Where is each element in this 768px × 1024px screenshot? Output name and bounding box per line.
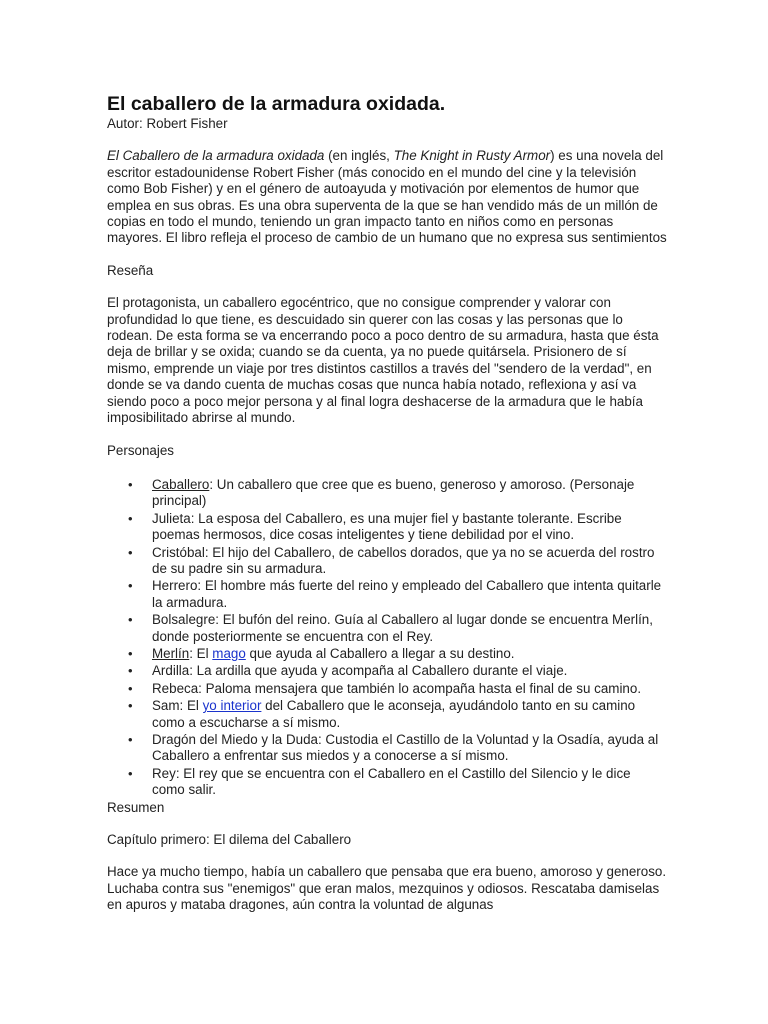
list-item-rebeca (152, 681, 667, 697)
document-title: El caballero de la armadura oxidada. (107, 93, 446, 115)
herrero-text: Herrero: El hombre más fuerte del reino y empleado del Caballero que intenta quitarle la armadura. (152, 578, 662, 610)
yo-interior-link[interactable]: yo interior (202, 698, 262, 714)
author-line: Autor: Robert Fisher (107, 116, 228, 131)
list-item-bolsalegre (152, 612, 667, 645)
julieta-text: Julieta: La esposa del Caballero, es una mujer fiel y bastante tolerante. Escribe poemas hermosos, dice cosas inteligentes y tiene debilidad por el vino. (152, 510, 622, 543)
chapter-heading: Capítulo primero: El dilema del Caballero (107, 832, 352, 848)
merlin-text: que ayuda al Caballero a llegar a su destino. (245, 645, 515, 661)
merlin-term[interactable]: Merlín (152, 645, 190, 661)
list-item-ardilla (152, 663, 667, 679)
bolsalegre-text: Bolsalegre: El bufón del reino. Guía al Caballero al lugar donde se encuentra Merlín, donde posteriormente se encuentra con el Rey. (152, 612, 653, 644)
caballero-text: Un caballero que cree que es bueno, generoso y amoroso. (Personaje principal) (152, 476, 635, 509)
personajes-heading: Personajes (107, 442, 174, 458)
sam-prefix: Sam: El (152, 698, 203, 714)
cristobal-text: Cristóbal: El hijo del Caballero, de cabellos dorados, que ya no se acuerda del rostro de su padre sin su armadura. (152, 544, 655, 576)
merlin-sep: : El (189, 645, 213, 661)
rey-text: Rey: El rey que se encuentra con el Caballero en el Castillo del Silencio y le dice como salir. (152, 765, 631, 798)
caballero-term[interactable]: Caballero (152, 476, 210, 492)
resumen-heading: Resumen (107, 799, 165, 815)
resena-paragraph: El protagonista, un caballero egocéntrico, que no consigue comprender y valorar con profundidad lo que tiene, es descuidado sin querer con las cosas y las personas que lo rodean. De esta forma se va encerrando poco a poco dentro de su armadura, hasta que ésta deja de brillar y se oxida; cuando se da cuenta, ya no puede quitársela. Prisionero de sí mismo, emprende un viaje por tres distintos castillos a través del "sendero de la verdad", en donde se va dando cuenta de muchas cosas que nunca había notado, reflexiona y así va siendo poco a poco mejor persona y al final logra deshacerse de la armadura que le había imposibilitado abrirse al mundo. (107, 295, 659, 426)
list-item-merlin (152, 646, 667, 662)
list-item-sam (152, 698, 667, 731)
intro-paragraph (107, 148, 667, 246)
document-page (107, 92, 667, 914)
dragon-text: Dragón del Miedo y la Duda: Custodia el Castillo de la Voluntad y la Osadía, ayuda al Caballero a enfrentar sus miedos y a conocerse a sí mismo. (152, 732, 659, 764)
list-item-dragon (152, 732, 667, 765)
caballero-sep: : (209, 476, 217, 492)
intro-title-en: The Knight in Rusty Armor (393, 148, 551, 164)
resena-heading: Reseña (107, 262, 154, 278)
sam-text: del Caballero que le aconseja, ayudándolo tanto en su camino como a escucharse a sí mismo. (152, 698, 636, 730)
list-item-cristobal (152, 545, 667, 578)
personajes-list-wrap (107, 477, 667, 799)
list-item-julieta (152, 511, 667, 544)
personajes-list (107, 477, 667, 799)
intro-text-2: ) es una novela del escritor estadounidense Robert Fisher (más conocido en el mundo del cine y la televisión como Bob Fisher) y en el género de autoayuda y motivación por elementos de humor que emplea en sus obras. Es una obra superventa de la que se han vendido más de un millón de copias en todo el mundo, teniendo un gran impacto tanto en niños como en personas mayores. El libro refleja el proceso de cambio de un humano que no expresa sus sentimientos (107, 148, 667, 246)
list-item-rey (152, 766, 667, 799)
rebeca-text: Rebeca: Paloma mensajera que también lo acompaña hasta el final de su camino. (152, 680, 642, 696)
mago-link[interactable]: mago (212, 645, 246, 661)
list-item-caballero (152, 477, 667, 510)
list-item-herrero (152, 578, 667, 611)
intro-text-1: (en inglés, (324, 148, 394, 164)
intro-title-es: El Caballero de la armadura oxidada (107, 148, 325, 164)
ardilla-text: Ardilla: La ardilla que ayuda y acompaña al Caballero durante el viaje. (152, 663, 568, 679)
resumen-paragraph: Hace ya mucho tiempo, había un caballero que pensaba que era bueno, amoroso y generoso. Luchaba contra sus "enemigos" que eran malos, mezquinos y odiosos. Rescataba damiselas en apuros y mataba dragones, aún contra la voluntad de algunas (107, 864, 667, 913)
